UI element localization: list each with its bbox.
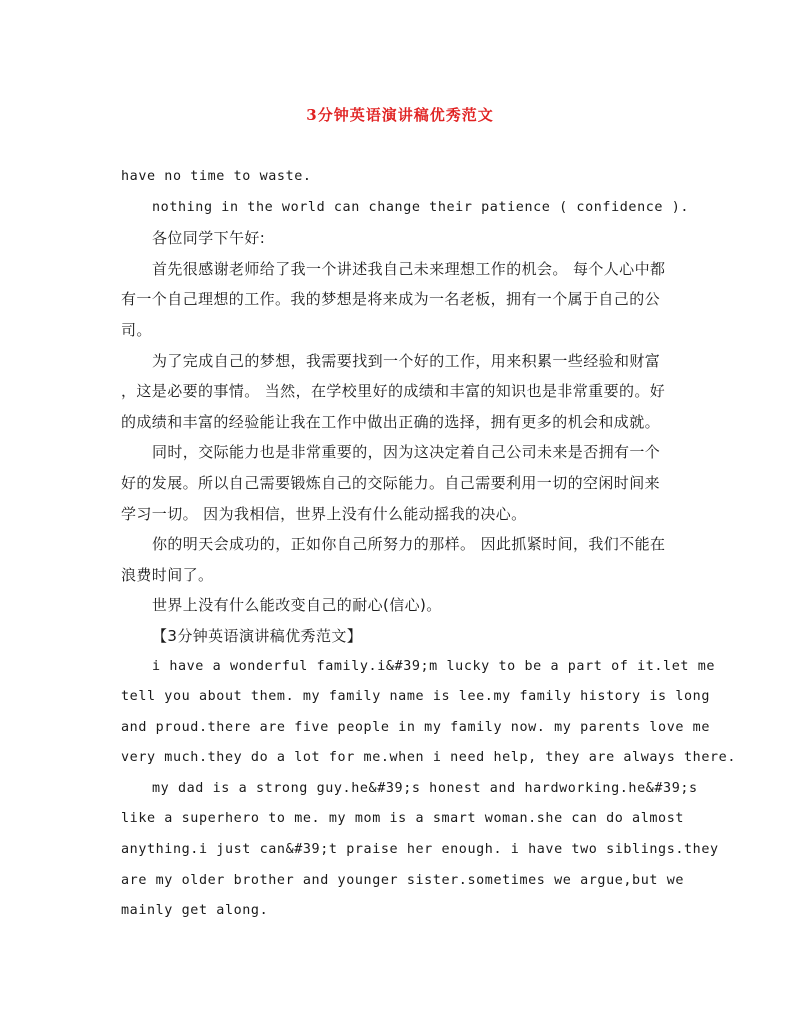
text-line: have no time to waste. — [121, 169, 312, 184]
text-line: 的成绩和丰富的经验能让我在工作中做出正确的选择，拥有更多的机会和成就。 — [121, 412, 661, 431]
text-line: 各位同学下午好: — [152, 229, 266, 248]
text-line: very much.they do a lot for me.when i need help, they are always there. — [121, 750, 736, 766]
text-line: 你的明天会成功的，正如你自己所努力的那样。 因此抓紧时间，我们不能在 — [152, 535, 666, 554]
text-line: are my older brother and younger sister.sometimes we argue,but we — [121, 872, 685, 888]
text-line: 世界上没有什么能改变自己的耐心(信心)。 — [152, 596, 442, 615]
section-heading: 【3分钟英语演讲稿优秀范文】 — [152, 626, 363, 645]
text-line: like a superhero to me. my mom is a smart woman.she can do almost — [121, 811, 685, 827]
text-line: 司。 — [121, 320, 152, 339]
text-line: ，这是必要的事情。 当然，在学校里好的成绩和丰富的知识也是非常重要的。好 — [121, 382, 666, 401]
text-line: 学习一切。 因为我相信，世界上没有什么能动摇我的决心。 — [121, 504, 527, 523]
document-body — [121, 162, 736, 927]
text-line: 好的发展。所以自己需要锻炼自己的交际能力。自己需要利用一切的空闲时间来 — [121, 473, 661, 492]
text-line: anything.i just can&#39;t praise her enough. i have two siblings.they — [121, 842, 719, 858]
text-line: nothing in the world can change their patience ( confidence ). — [152, 199, 690, 215]
text-line: my dad is a strong guy.he&#39;s honest and hardworking.he&#39;s — [152, 780, 698, 796]
text-line: mainly get along. — [121, 903, 269, 919]
text-line: 为了完成自己的梦想，我需要找到一个好的工作，用来积累一些经验和财富 — [152, 351, 661, 370]
text-line: and proud.there are five people in my family now. my parents love me — [121, 719, 711, 735]
text-line: i have a wonderful family.i&#39;m lucky to be a part of it.let me — [152, 658, 716, 674]
text-line: tell you about them. my family name is lee.my family history is long — [121, 689, 711, 705]
document-title: 3分钟英语演讲稿优秀范文 — [306, 106, 494, 124]
text-line: 首先很感谢老师给了我一个讲述我自己未来理想工作的机会。 每个人心中都 — [152, 259, 666, 278]
text-line: 同时，交际能力也是非常重要的，因为这决定着自己公司未来是否拥有一个 — [152, 443, 661, 462]
text-line: 浪费时间了。 — [121, 565, 214, 584]
text-line: 有一个自己理想的工作。我的梦想是将来成为一名老板，拥有一个属于自己的公 — [121, 290, 661, 309]
